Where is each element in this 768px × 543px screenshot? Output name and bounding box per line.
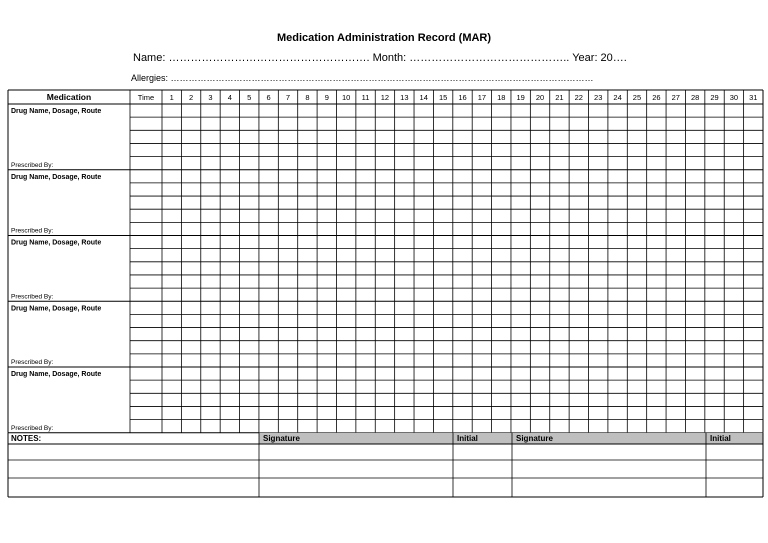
day-header-6: 6 [266,93,271,102]
day-header-19: 19 [516,93,525,102]
day-header-31: 31 [749,93,758,102]
day-header-17: 17 [477,93,487,102]
drug-entry-cell[interactable] [8,236,130,302]
day-header-23: 23 [594,93,603,102]
notes-label: NOTES: [11,434,42,443]
day-header-11: 11 [361,93,370,102]
day-header-21: 21 [555,93,564,102]
drug-entry-cell[interactable] [8,104,130,170]
day-header-7: 7 [285,93,291,102]
day-header-1: 1 [169,93,174,102]
day-header-16: 16 [458,93,467,102]
day-header-24: 24 [613,93,622,102]
day-header-18: 18 [497,93,506,102]
day-header-26: 26 [652,93,661,102]
initial-label: Initial [457,434,478,443]
name-month-year-line[interactable]: Name: ………………………………………………. Month: …………………………………….. Year: 20…. [133,52,627,64]
signature-header-fill [259,433,763,444]
day-header-5: 5 [247,93,252,102]
day-header-14: 14 [419,93,428,102]
drug-entry-cell[interactable] [8,367,130,433]
day-header-10: 10 [342,93,351,102]
day-header-15: 15 [438,93,448,102]
day-header-30: 30 [729,93,739,102]
day-header-28: 28 [690,93,700,102]
day-header-25: 25 [632,93,642,102]
drug-entry-cell[interactable] [8,301,130,367]
day-header-2: 2 [188,93,194,102]
day-header-4: 4 [227,93,232,102]
day-header-20: 20 [535,93,545,102]
day-header-13: 13 [400,93,409,102]
day-header-29: 29 [710,93,719,102]
initial-label: Initial [710,434,731,443]
medication-header: Medication [46,92,92,102]
time-header: Time [137,93,155,102]
form-title: Medication Administration Record (MAR) [276,32,492,44]
allergies-line[interactable]: Allergies: …………………………………………………………………………………………………………………………… [131,73,594,83]
day-header-9: 9 [324,93,329,102]
signature-label: Signature [263,434,300,443]
day-header-3: 3 [208,93,213,102]
day-header-27: 27 [671,93,680,102]
day-header-8: 8 [305,93,310,102]
day-header-22: 22 [574,93,583,102]
drug-entry-cell[interactable] [8,170,130,236]
signature-label: Signature [516,434,553,443]
day-header-12: 12 [380,93,390,102]
